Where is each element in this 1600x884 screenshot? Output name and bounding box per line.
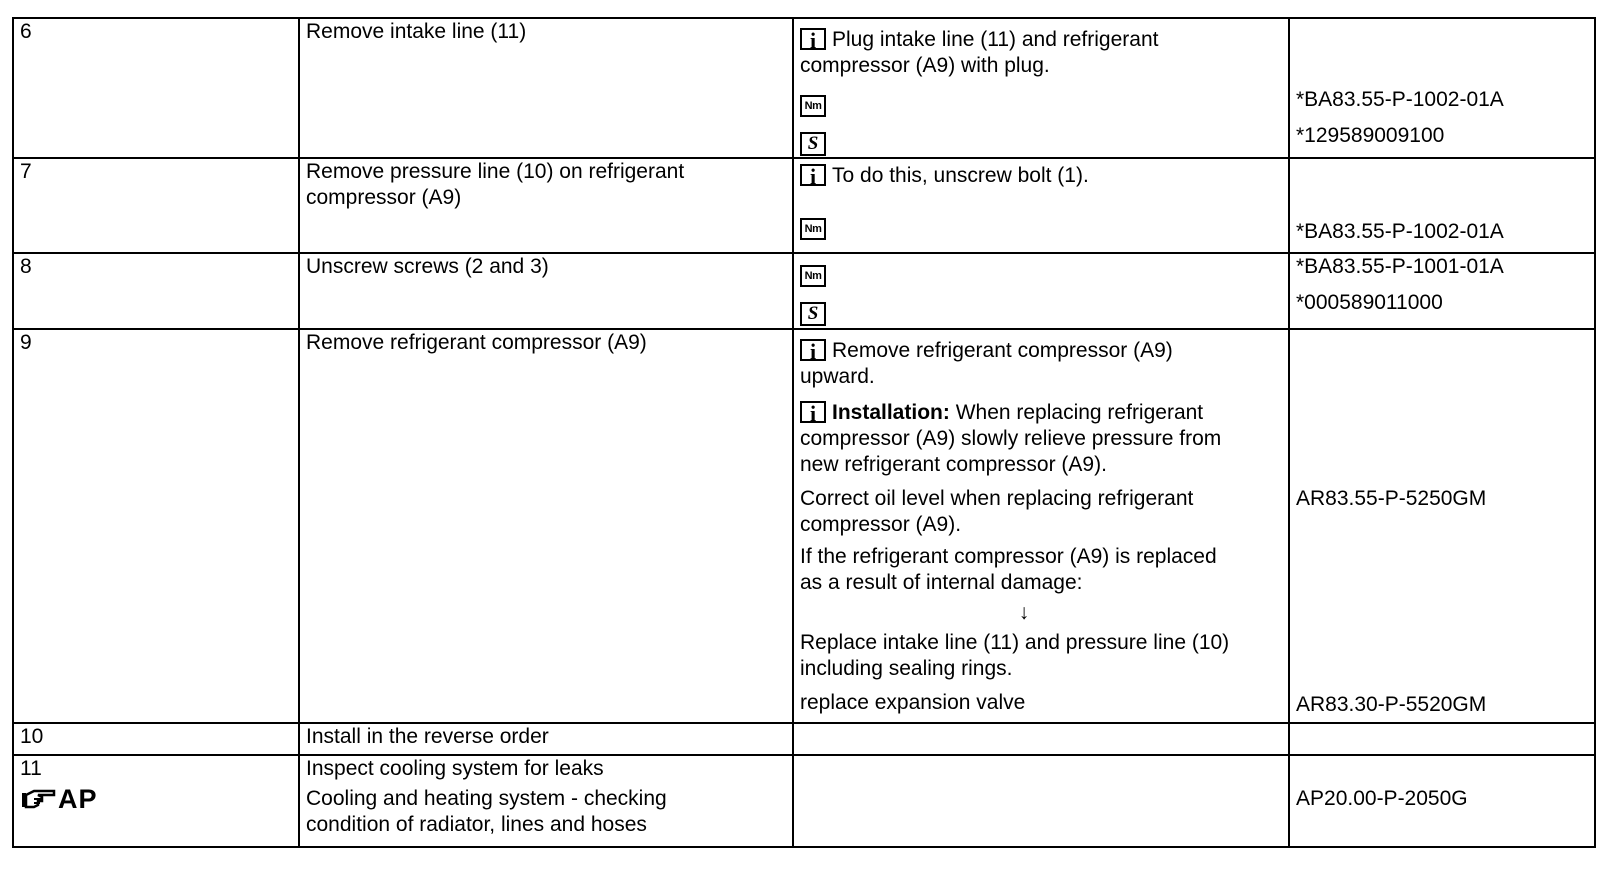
step-action: Install in the reverse order xyxy=(299,723,793,755)
step-notes: i To do this, unscrew bolt (1). Nm xyxy=(793,158,1289,253)
info-icon: i xyxy=(800,164,826,186)
step-references xyxy=(1289,158,1595,253)
step-number: 6 xyxy=(13,18,299,158)
torque-reference: *BA83.55-P-1001-01A xyxy=(1296,255,1504,278)
torque-icon: Nm xyxy=(800,218,826,240)
pointing-hand-icon xyxy=(20,787,56,811)
step-notes: i Remove refrigerant compressor (A9) upward. i Installation: When replacing refrigerant compressor (A9) slowly relieve pressure from new refrigerant compressor (A9). Correct oil level when replacing refrigerant compressor (A9). If the refrigerant compressor (A9) is replaced as a result of internal damage: ↓ Replace intake line (11) and pressure line (10) including sealing rings. replace expansion valve xyxy=(793,329,1289,723)
special-tool-icon: S xyxy=(800,302,826,326)
torque-icon: Nm xyxy=(800,95,826,117)
step-number: 8 xyxy=(13,253,299,329)
table-row xyxy=(13,755,1595,847)
step-action: Remove pressure line (10) on refrigerant compressor (A9) xyxy=(299,158,793,253)
step-references xyxy=(1289,723,1595,755)
info-icon: i xyxy=(800,401,826,423)
down-arrow-icon: ↓ xyxy=(1018,601,1030,624)
torque-reference: *BA83.55-P-1002-01A xyxy=(1296,220,1504,243)
tool-reference: *000589011000 xyxy=(1296,291,1443,314)
step-number: 11 AP xyxy=(13,755,299,847)
installation-label: Installation: xyxy=(832,401,950,424)
step-action: Remove intake line (11) xyxy=(299,18,793,158)
torque-icon: Nm xyxy=(800,265,826,287)
info-icon: i xyxy=(800,339,826,361)
step-notes xyxy=(793,253,1289,329)
info-icon: i xyxy=(800,28,826,50)
oil-level-reference: AR83.55-P-5250GM xyxy=(1296,487,1487,510)
step-number: 9 xyxy=(13,329,299,723)
table-row xyxy=(13,158,1595,253)
step-number: 10 xyxy=(13,723,299,755)
step-notes xyxy=(793,723,1289,755)
step-notes xyxy=(793,755,1289,847)
step-references xyxy=(1289,253,1595,329)
torque-reference: *BA83.55-P-1002-01A xyxy=(1296,88,1504,111)
step-number: 7 xyxy=(13,158,299,253)
table-row xyxy=(13,18,1595,158)
table-row xyxy=(13,253,1595,329)
ap-reference-badge: AP xyxy=(20,786,298,812)
expansion-valve-reference: AR83.30-P-5520GM xyxy=(1296,693,1487,716)
step-action: Unscrew screws (2 and 3) xyxy=(299,253,793,329)
work-steps-table xyxy=(12,17,1596,848)
special-tool-icon: S xyxy=(800,132,826,156)
step-references xyxy=(1289,18,1595,158)
ap-reference: AP20.00-P-2050G xyxy=(1296,787,1468,810)
step-action: Remove refrigerant compressor (A9) xyxy=(299,329,793,723)
tool-reference: *129589009100 xyxy=(1296,124,1445,147)
table-row xyxy=(13,723,1595,755)
step-references xyxy=(1289,329,1595,723)
step-action: Inspect cooling system for leaks Cooling and heating system - checking condition of radiator, lines and hoses xyxy=(299,755,793,847)
table-row xyxy=(13,329,1595,723)
step-references xyxy=(1289,755,1595,847)
step-notes: i Plug intake line (11) and refrigerant compressor (A9) with plug. Nm S xyxy=(793,18,1289,158)
